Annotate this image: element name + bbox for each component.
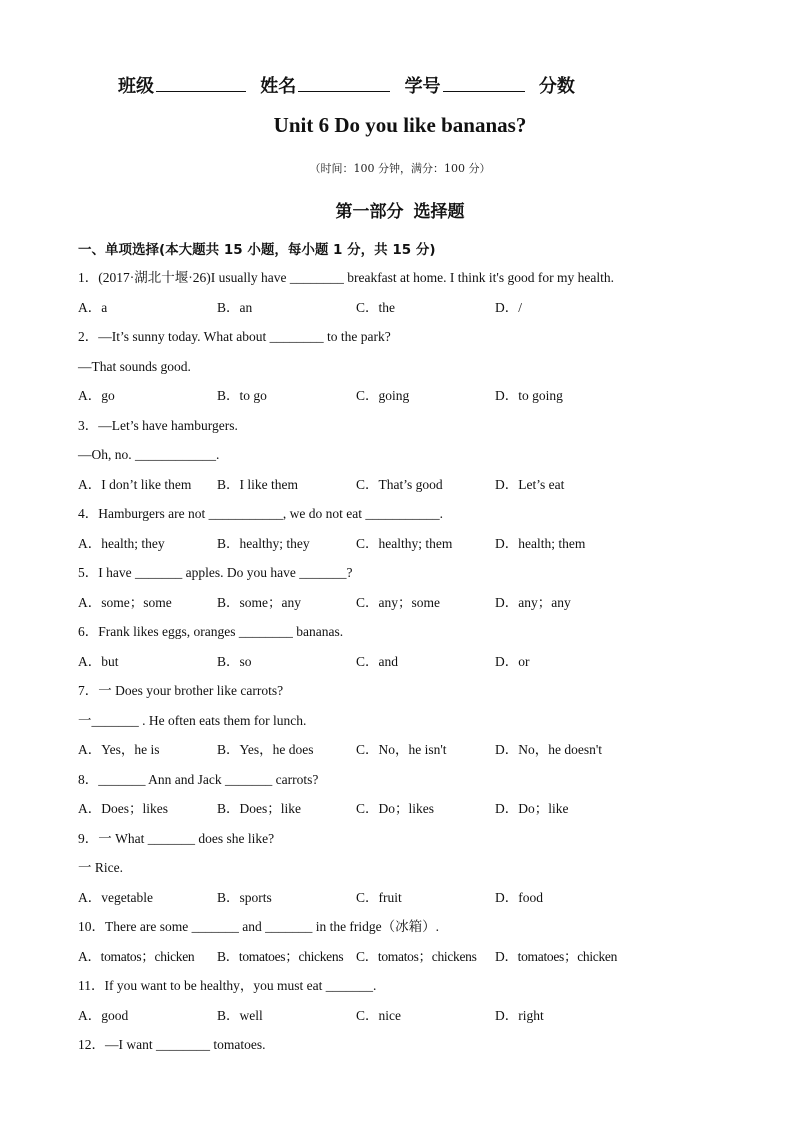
options-row: [78, 592, 778, 622]
question-item: [78, 680, 778, 769]
option-a[interactable]: A．tomatos；chicken: [78, 948, 195, 964]
question-item: [78, 975, 778, 1034]
name-label: 姓名: [260, 76, 297, 97]
option-a[interactable]: A．health; they: [78, 535, 165, 551]
options-row: [78, 798, 778, 828]
question-item: [78, 769, 778, 828]
part-number: 第一部分: [335, 202, 404, 222]
options-row: [78, 887, 778, 917]
option-c[interactable]: C．going: [356, 388, 410, 403]
option-a[interactable]: A．Yes，he is: [78, 742, 160, 757]
option-d[interactable]: D．to going: [495, 388, 563, 403]
question-item: [78, 503, 778, 562]
question-item: [78, 267, 778, 326]
question-stem: 3．—Let’s have hamburgers.: [78, 417, 238, 433]
question-item: [78, 326, 778, 415]
score-label: 分数: [538, 76, 575, 97]
option-b[interactable]: B．sports: [217, 889, 272, 905]
option-c[interactable]: C．Do；likes: [356, 801, 435, 816]
option-c[interactable]: C．tomatos；chickens: [356, 948, 477, 964]
class-blank: [156, 73, 246, 92]
exam-title: Unit 6 Do you like bananas?: [273, 113, 527, 137]
question-item: [78, 828, 778, 917]
name-blank: [298, 73, 390, 92]
question-stem: 11．If you want to be healthy，you must eat _______.: [78, 978, 377, 993]
option-a[interactable]: A．Does；likes: [78, 801, 168, 816]
question-stem: 6．Frank likes eggs, oranges ________ bananas.: [78, 624, 344, 639]
question-list: [78, 267, 778, 1064]
option-d[interactable]: D．any；any: [495, 594, 571, 610]
option-d[interactable]: D．or: [495, 653, 530, 669]
option-b[interactable]: B．Yes，he does: [217, 742, 314, 757]
question-item: [78, 415, 778, 504]
option-a[interactable]: A．I don’t like them: [78, 476, 192, 492]
option-d[interactable]: D．health; them: [495, 535, 586, 551]
class-field: [118, 72, 246, 98]
option-b[interactable]: B．some；any: [217, 594, 301, 610]
question-item: [78, 562, 778, 621]
question-stem: 5．I have _______ apples. Do you have _______?: [78, 565, 353, 580]
option-b[interactable]: B．tomatoes；chickens: [217, 948, 344, 964]
dialogue-line: 一_______ . He often eats them for lunch.: [78, 712, 307, 728]
part-name: 选择题: [413, 202, 465, 222]
option-c[interactable]: C．the: [356, 299, 395, 315]
option-b[interactable]: B．healthy; they: [217, 535, 310, 551]
question-stem: 4．Hamburgers are not ___________, we do not eat ___________.: [78, 506, 443, 521]
option-d[interactable]: D．food: [495, 889, 543, 905]
student-id-blank: [443, 73, 525, 92]
option-b[interactable]: B．Does；like: [217, 801, 301, 816]
class-label: 班级: [118, 76, 154, 97]
student-id-field: [405, 72, 525, 98]
option-d[interactable]: D．right: [495, 1007, 544, 1023]
options-row: [78, 1005, 778, 1035]
option-d[interactable]: D．Let’s eat: [495, 476, 565, 492]
question-stem: 2．—It’s sunny today. What about ________ to the park?: [78, 329, 391, 344]
options-row: [78, 651, 778, 681]
question-stem: 10．There are some _______ and _______ in the fridge（冰箱）.: [78, 919, 440, 934]
option-a[interactable]: A．a: [78, 299, 108, 315]
question-stem: 12．—I want ________ tomatoes.: [78, 1037, 266, 1052]
option-b[interactable]: B．so: [217, 653, 252, 669]
part-title: [0, 197, 800, 222]
student-info-row: [118, 72, 583, 98]
option-c[interactable]: C．any；some: [356, 594, 440, 610]
option-c[interactable]: C．No，he isn't: [356, 742, 447, 757]
question-stem: 8．_______ Ann and Jack _______ carrots?: [78, 771, 319, 787]
option-d[interactable]: D．Do；like: [495, 801, 569, 816]
options-row: [78, 533, 778, 563]
question-item: [78, 1034, 778, 1064]
option-c[interactable]: C．and: [356, 653, 398, 669]
option-b[interactable]: B．to go: [217, 388, 267, 403]
option-a[interactable]: A．some；some: [78, 594, 172, 610]
option-d[interactable]: D．/: [495, 299, 522, 315]
question-item: [78, 916, 778, 975]
option-a[interactable]: A．go: [78, 388, 115, 403]
option-b[interactable]: B．I like them: [217, 476, 298, 492]
option-c[interactable]: C．That’s good: [356, 476, 443, 492]
options-row: [78, 946, 778, 976]
score-field: [539, 72, 575, 98]
option-d[interactable]: D．No，he doesn't: [495, 742, 603, 757]
option-c[interactable]: C．healthy; them: [356, 535, 453, 551]
option-a[interactable]: A．good: [78, 1007, 129, 1023]
question-item: [78, 621, 778, 680]
options-row: [78, 297, 778, 327]
dialogue-line: 一 Rice.: [78, 860, 123, 875]
question-stem: 9．一 What _______ does she like?: [78, 830, 275, 846]
option-a[interactable]: A．vegetable: [78, 889, 153, 905]
name-field: [260, 72, 390, 98]
exam-subtitle: （时间：100 分钟，满分：100 分）: [309, 162, 491, 175]
dialogue-line: —Oh, no. ____________.: [78, 447, 220, 462]
option-a[interactable]: A．but: [78, 653, 119, 669]
option-b[interactable]: B．well: [217, 1007, 263, 1023]
question-stem: 1．(2017·湖北十堰·26)I usually have ________ breakfast at home. I think it's good for my health.: [78, 270, 614, 285]
options-row: [78, 385, 778, 415]
option-c[interactable]: C．nice: [356, 1007, 401, 1023]
student-id-label: 学号: [404, 76, 441, 97]
section-heading: 一、单项选择(本大题共 15 小题，每小题 1 分，共 15 分): [78, 242, 436, 258]
options-row: [78, 474, 778, 504]
dialogue-line: —That sounds good.: [78, 358, 191, 374]
option-d[interactable]: D．tomatoes；chicken: [495, 948, 618, 964]
question-stem: 7．一 Does your brother like carrots?: [78, 683, 284, 698]
option-c[interactable]: C．fruit: [356, 889, 402, 905]
options-row: [78, 739, 778, 769]
option-b[interactable]: B．an: [217, 299, 253, 315]
